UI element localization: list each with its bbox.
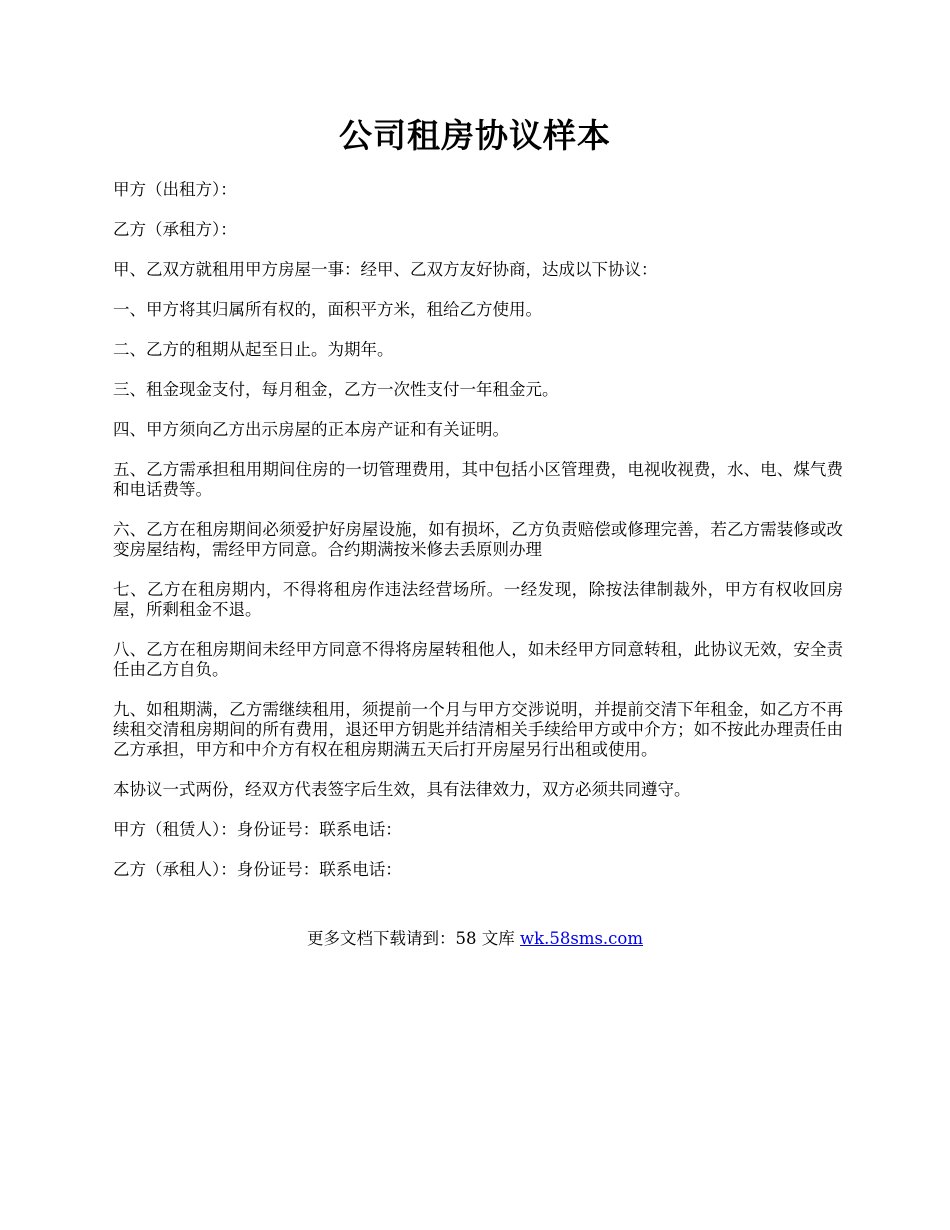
clause-2: 二、乙方的租期从起至日止。为期年。 xyxy=(113,340,394,359)
lessor-signature-line: 甲方（租赁人）：身份证号：联系电话： xyxy=(113,820,402,839)
download-footer xyxy=(0,928,950,950)
lessee-signature-line: 乙方（承租人）：身份证号：联系电话： xyxy=(113,860,402,879)
footer-link[interactable]: wk.58sms.com xyxy=(519,929,643,948)
clause-1: 一、甲方将其归属所有权的，面积平方米，租给乙方使用。 xyxy=(113,300,542,319)
party-a-line: 甲方（出租方）： xyxy=(113,180,237,199)
clause-6: 六、乙方在租房期间必须爱护好房屋设施，如有损坏，乙方负责赔偿或修理完善，若乙方需装修或改变房屋结构，需经甲方同意。合约期满按米修去丢原则办理 xyxy=(113,520,843,559)
clause-5: 五、乙方需承担租用期间住房的一切管理费用，其中包括小区管理费，电视收视费，水、电、煤气费和电话费等。 xyxy=(113,460,843,499)
agreement-validity: 本协议一式两份，经双方代表签字后生效，具有法律效力，双方必须共同遵守。 xyxy=(113,780,691,799)
document-title: 公司租房协议样本 xyxy=(339,116,611,155)
clause-9: 九、如租期满，乙方需继续租用，须提前一个月与甲方交涉说明，并提前交清下年租金，如乙方不再续租交清租房期间的所有费用，退还甲方钥匙并结清相关手续给甲方或中介方；如不按此办理责任由乙方承担，甲方和中介方有权在租房期满五天后打开房屋另行出租或使用。 xyxy=(113,700,843,759)
footer-text: 更多文档下载请到：58 文库 xyxy=(306,929,520,948)
clause-3: 三、租金现金支付，每月租金，乙方一次性支付一年租金元。 xyxy=(113,380,559,399)
clause-7: 七、乙方在租房期内，不得将租房作违法经营场所。一经发现，除按法律制裁外，甲方有权收回房屋，所剩租金不退。 xyxy=(113,580,843,619)
party-b-line: 乙方（承租方）： xyxy=(113,220,237,239)
clause-8: 八、乙方在租房期间未经甲方同意不得将房屋转租他人，如未经甲方同意转租，此协议无效，安全责任由乙方自负。 xyxy=(113,640,843,679)
intro-paragraph: 甲、乙双方就租用甲方房屋一事：经甲、乙双方友好协商，达成以下协议： xyxy=(113,260,658,279)
clause-4: 四、甲方须向乙方出示房屋的正本房产证和有关证明。 xyxy=(113,420,509,439)
document-body xyxy=(113,180,843,900)
